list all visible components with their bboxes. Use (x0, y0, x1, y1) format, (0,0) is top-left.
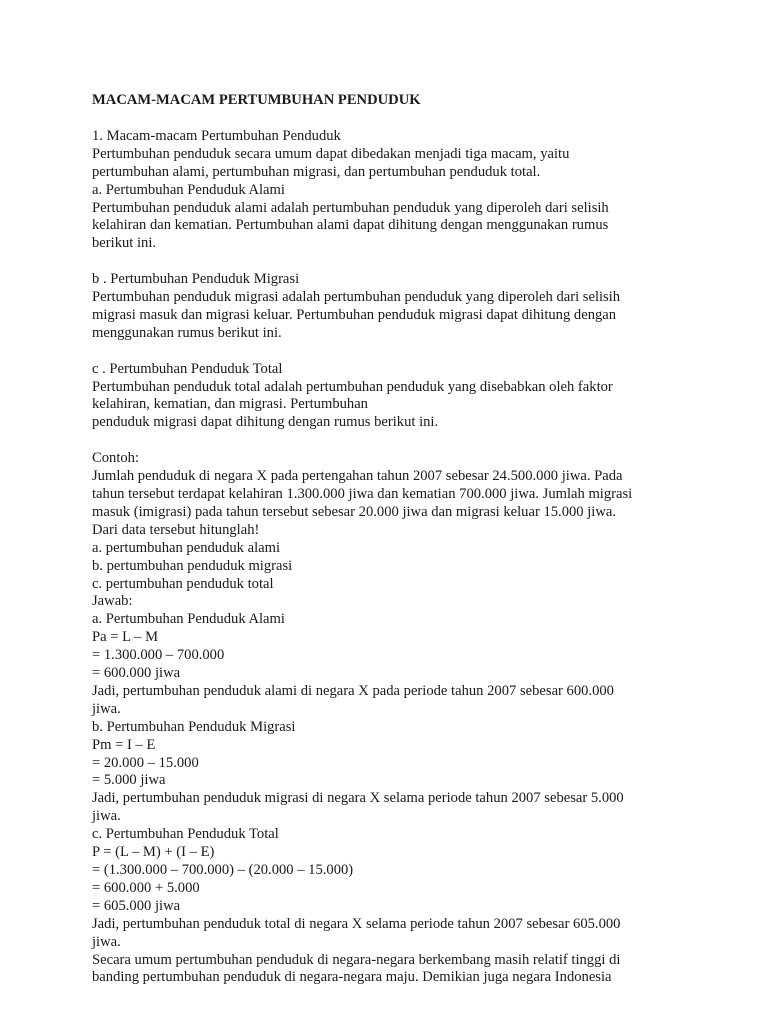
text-line: c . Pertumbuhan Penduduk Total (92, 360, 283, 377)
text-line: = 600.000 jiwa (92, 665, 181, 682)
text-line: Jadi, pertumbuhan penduduk migrasi di negara X selama periode tahun 2007 sebesar 5.000 (92, 790, 624, 807)
text-line: Pm = I – E (92, 736, 156, 753)
text-line: 1. Macam-macam Pertumbuhan Penduduk (92, 127, 341, 144)
text-line: = 20.000 – 15.000 (92, 754, 199, 771)
text-line: migrasi masuk dan migrasi keluar. Pertumbuhan penduduk migrasi dapat dihitung dengan (92, 306, 617, 323)
blank-line (92, 432, 678, 450)
blank-line (92, 253, 678, 271)
text-line: b . Pertumbuhan Penduduk Migrasi (92, 271, 300, 288)
text-line: Pertumbuhan penduduk secara umum dapat dibedakan menjadi tiga macam, yaitu (92, 145, 570, 162)
text-line: Pertumbuhan penduduk migrasi adalah pertumbuhan penduduk yang diperoleh dari selisih (92, 289, 621, 306)
text-line: a. pertumbuhan penduduk alami (92, 539, 281, 556)
text-line: = 605.000 jiwa (92, 897, 181, 914)
text-line: = 1.300.000 – 700.000 (92, 647, 225, 664)
text-line: Pertumbuhan penduduk alami adalah pertumbuhan penduduk yang diperoleh dari selisih (92, 199, 609, 216)
text-line: Jadi, pertumbuhan penduduk alami di negara X pada periode tahun 2007 sebesar 600.000 (92, 682, 614, 699)
text-line: jiwa. (92, 933, 121, 950)
text-line: = 600.000 + 5.000 (92, 879, 200, 896)
blank-line (92, 343, 678, 361)
text-line: c. Pertumbuhan Penduduk Total (92, 826, 279, 843)
document-title: MACAM-MACAM PERTUMBUHAN PENDUDUK (92, 92, 421, 108)
text-line: Pa = L – M (92, 629, 159, 646)
text-line: Secara umum pertumbuhan penduduk di negara-negara berkembang masih relatif tinggi di (92, 951, 621, 968)
text-line: tahun tersebut terdapat kelahiran 1.300.000 jiwa dan kematian 700.000 jiwa. Jumlah migrasi (92, 485, 633, 502)
text-line: masuk (imigrasi) pada tahun tersebut sebesar 20.000 jiwa dan migrasi keluar 15.000 jiwa. (92, 503, 617, 520)
text-line: Contoh: (92, 450, 140, 467)
text-line: a. Pertumbuhan Penduduk Alami (92, 181, 285, 198)
text-line: Pertumbuhan penduduk total adalah pertumbuhan penduduk yang disebabkan oleh faktor (92, 378, 613, 395)
text-line: banding pertumbuhan penduduk di negara-negara maju. Demikian juga negara Indonesia (92, 969, 612, 986)
text-line: berikut ini. (92, 235, 157, 252)
text-line: = (1.300.000 – 700.000) – (20.000 – 15.000) (92, 862, 354, 879)
text-line: = 5.000 jiwa (92, 772, 166, 789)
text-line: b. pertumbuhan penduduk migrasi (92, 557, 293, 574)
text-line: c. pertumbuhan penduduk total (92, 575, 274, 592)
text-line: Jumlah penduduk di negara X pada pertengahan tahun 2007 sebesar 24.500.000 jiwa. Pada (92, 468, 623, 485)
text-line: Jadi, pertumbuhan penduduk total di negara X selama periode tahun 2007 sebesar 605.000 (92, 915, 621, 932)
document-body (92, 128, 678, 987)
text-line: b. Pertumbuhan Penduduk Migrasi (92, 718, 296, 735)
text-line: jiwa. (92, 700, 121, 717)
text-line: penduduk migrasi dapat dihitung dengan rumus berikut ini. (92, 414, 439, 431)
text-line: pertumbuhan alami, pertumbuhan migrasi, dan pertumbuhan penduduk total. (92, 163, 541, 180)
text-line: P = (L – M) + (I – E) (92, 844, 215, 861)
text-line: kelahiran dan kematian. Pertumbuhan alami dapat dihitung dengan menggunakan rumus (92, 217, 609, 234)
text-line: Jawab: (92, 593, 133, 610)
text-line: menggunakan rumus berikut ini. (92, 324, 282, 341)
text-line: a. Pertumbuhan Penduduk Alami (92, 611, 285, 628)
text-line: Dari data tersebut hitunglah! (92, 521, 260, 538)
text-line: kelahiran, kematian, dan migrasi. Pertumbuhan (92, 396, 368, 413)
text-line: jiwa. (92, 808, 121, 825)
